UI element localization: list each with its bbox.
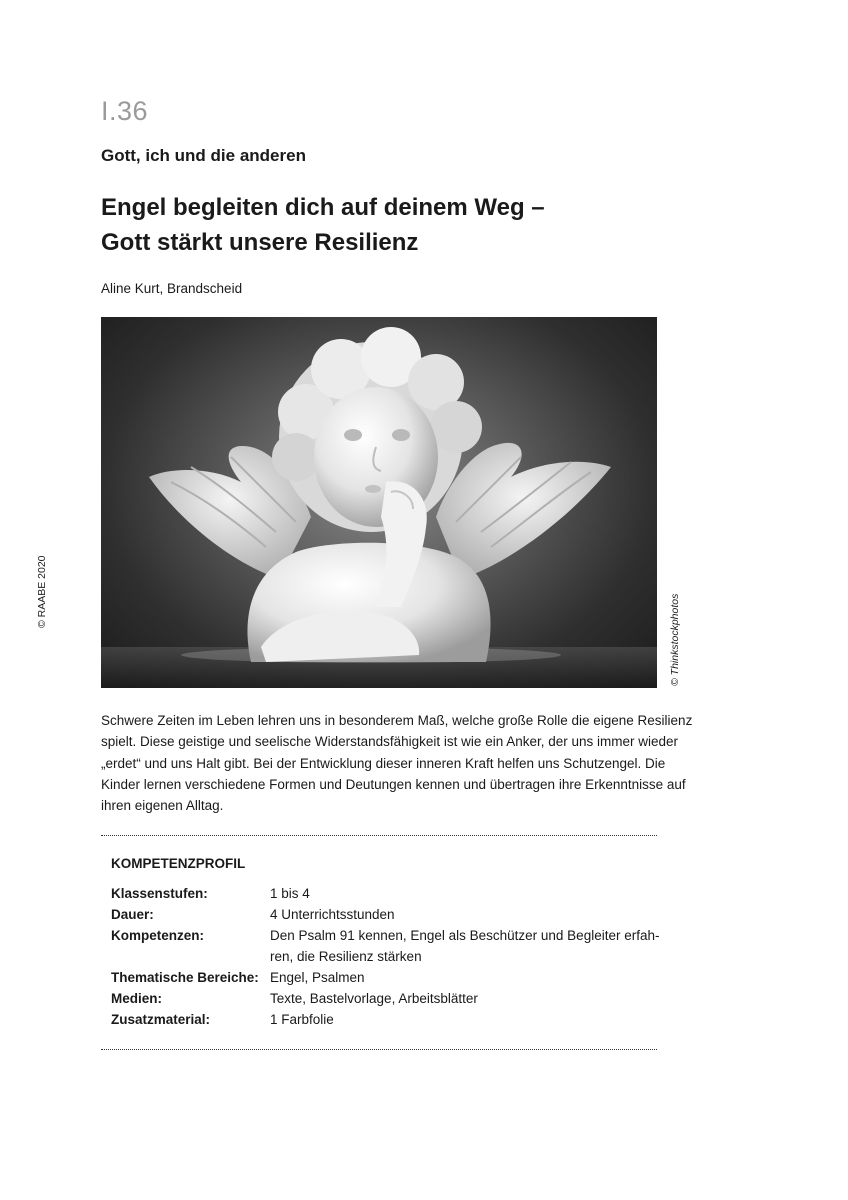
profile-value xyxy=(270,925,659,967)
angel-figurine-illustration xyxy=(101,317,657,688)
profile-value-line: 1 bis 4 xyxy=(270,886,310,901)
page-title-line: Engel begleiten dich auf deinem Weg – xyxy=(101,194,545,221)
page-title-line: Gott stärkt unsere Resilienz xyxy=(101,229,419,256)
profile-label: Thematische Bereiche: xyxy=(111,970,259,985)
profile-label: Medien: xyxy=(111,991,163,1006)
competence-profile xyxy=(111,883,660,1030)
profile-value xyxy=(270,904,651,925)
profile-heading: KOMPETENZPROFIL xyxy=(111,856,246,871)
intro-line: „erdet“ und uns Halt gibt. Bei der Entwicklung dieser inneren Kraft helfen uns Schutzengel. Die xyxy=(101,755,666,771)
profile-label: Zusatzmaterial: xyxy=(111,1012,211,1027)
chapter-number: I.36 xyxy=(101,96,149,126)
profile-value xyxy=(270,967,651,988)
intro-paragraph xyxy=(101,710,693,816)
profile-value-line: ren, die Resilienz stärken xyxy=(270,949,422,964)
profile-row xyxy=(111,967,651,988)
section-title: Gott, ich und die anderen xyxy=(101,146,306,165)
profile-value-line: Den Psalm 91 kennen, Engel als Beschützer und Begleiter erfah- xyxy=(270,928,660,943)
profile-label: Klassenstufen: xyxy=(111,886,208,901)
profile-row xyxy=(111,925,660,967)
profile-value-line: 1 Farbfolie xyxy=(270,1012,334,1027)
profile-value xyxy=(270,1009,651,1030)
angel-figurine-photo xyxy=(101,317,657,688)
intro-line: spielt. Diese geistige und seelische Widerstandsfähigkeit ist wie ein Anker, der uns immer wieder xyxy=(101,734,679,750)
profile-row xyxy=(111,883,651,904)
profile-value-line: Engel, Psalmen xyxy=(270,970,365,985)
photo-credit: © Thinkstockphotos xyxy=(669,593,681,686)
profile-value xyxy=(270,988,651,1009)
profile-row xyxy=(111,1009,651,1030)
profile-value-line: 4 Unterrichtsstunden xyxy=(270,907,395,922)
profile-label: Dauer: xyxy=(111,907,154,922)
profile-value-line: Texte, Bastelvorlage, Arbeitsblätter xyxy=(270,991,478,1006)
page-title xyxy=(101,190,545,260)
copyright-note: © RAABE 2020 xyxy=(36,555,48,628)
author-line: Aline Kurt, Brandscheid xyxy=(101,281,243,296)
profile-row xyxy=(111,988,651,1009)
intro-line: Schwere Zeiten im Leben lehren uns in besonderem Maß, welche große Rolle die eigene Resilienz xyxy=(101,713,693,728)
profile-row xyxy=(111,904,651,925)
dotted-divider-bottom xyxy=(101,1049,657,1050)
profile-label: Kompetenzen: xyxy=(111,928,205,943)
intro-line: ihren eigenen Alltag. xyxy=(101,798,224,814)
intro-line: Kinder lernen verschiedene Formen und Deutungen kennen und übertragen ihre Erkenntnisse auf xyxy=(101,776,686,792)
dotted-divider-top xyxy=(101,835,657,836)
profile-value xyxy=(270,883,651,904)
